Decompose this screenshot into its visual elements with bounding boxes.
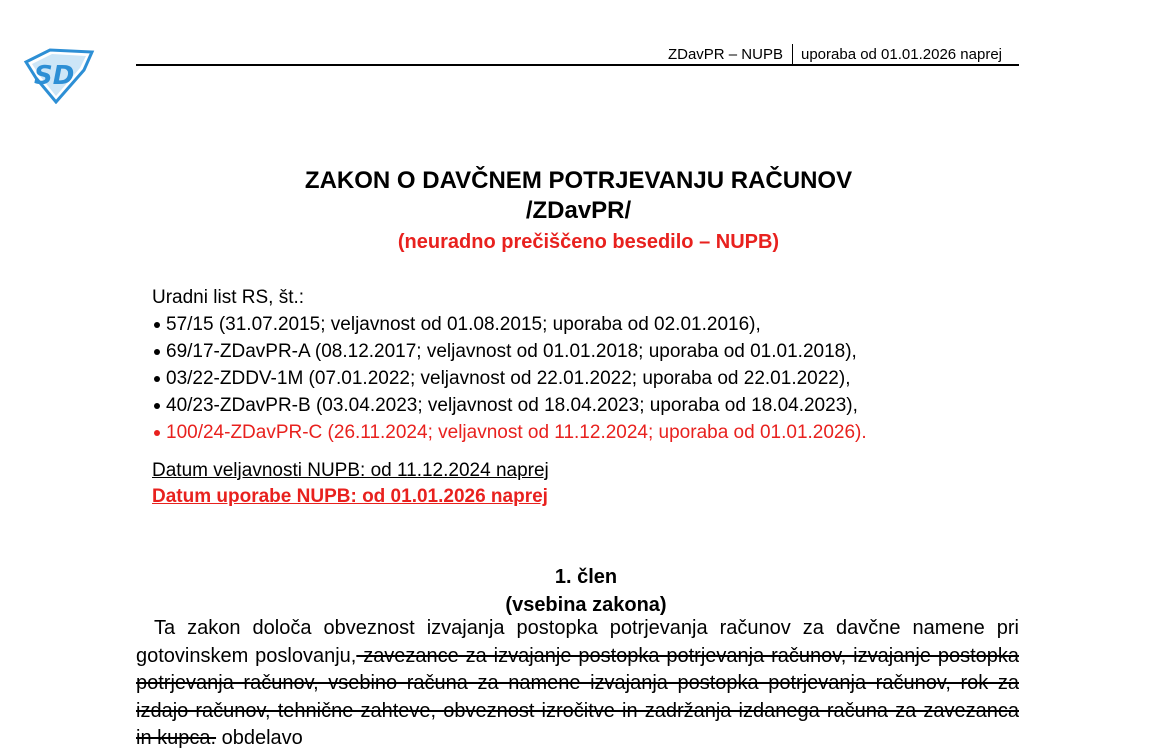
gazette-item: 69/17-ZDavPR-A (08.12.2017; veljavnost od 01.01.2018; uporaba od 01.01.2018), [152,338,867,365]
gazette-item: 40/23-ZDavPR-B (03.04.2023; veljavnost od 18.04.2023; uporaba od 18.04.2023), [152,392,867,419]
document-title [0,166,1157,226]
validity-date: Datum veljavnosti NUPB: od 11.12.2024 naprej [152,460,549,481]
gazette-list [152,284,867,446]
article-heading [0,563,1157,619]
usage-date: Datum uporabe NUPB: od 01.01.2026 naprej [152,486,548,507]
article-text-tail: obdelavo [216,727,303,749]
article-title: (vsebina zakona) [505,594,667,616]
header-separator [792,44,793,64]
article-text: Ta zakon določa obveznost izvajanja postopka potrjevanja računov za davčne namene pri gotovinskem poslovanju, [136,617,1019,667]
gazette-item-latest: 100/24-ZDavPR-C (26.11.2024; veljavnost od 11.12.2024; uporaba od 01.01.2026). [152,419,867,446]
article-deleted-text: zavezance za izvajanje postopka potrjevanja računov, izvajanje postopka potrjevanja računov, vsebino računa za namene izvajanja postopka potrjevanja računov, rok za izdajo računov, tehnične zahteve, obveznost izročitve in zadržanja izdanega računa za zavezanca in kupca. [136,644,1020,749]
gazette-item: 57/15 (31.07.2015; veljavnost od 01.08.2015; uporaba od 02.01.2016), [152,311,867,338]
title-abbreviation: /ZDavPR/ [525,197,632,224]
header-code: ZDavPR – NUPB [667,46,783,63]
article-body [136,615,1019,753]
nupb-dates [152,458,549,510]
header-usage: uporaba od 01.01.2026 naprej [800,46,1002,63]
header-rule [136,64,1019,66]
gazette-heading: Uradni list RS, št.: [152,287,305,308]
gazette-item: 03/22-ZDDV-1M (07.01.2022; veljavnost od 22.01.2022; uporaba od 22.01.2022), [152,365,867,392]
running-header [668,44,1002,64]
article-number: 1. člen [554,566,618,588]
title-line1: ZAKON O DAVČNEM POTRJEVANJU RAČUNOV [304,167,853,194]
logo [22,48,96,104]
document-subtitle: (neuradno prečiščeno besedilo – NUPB) [397,231,780,253]
svg-text:SD: SD [34,61,75,91]
